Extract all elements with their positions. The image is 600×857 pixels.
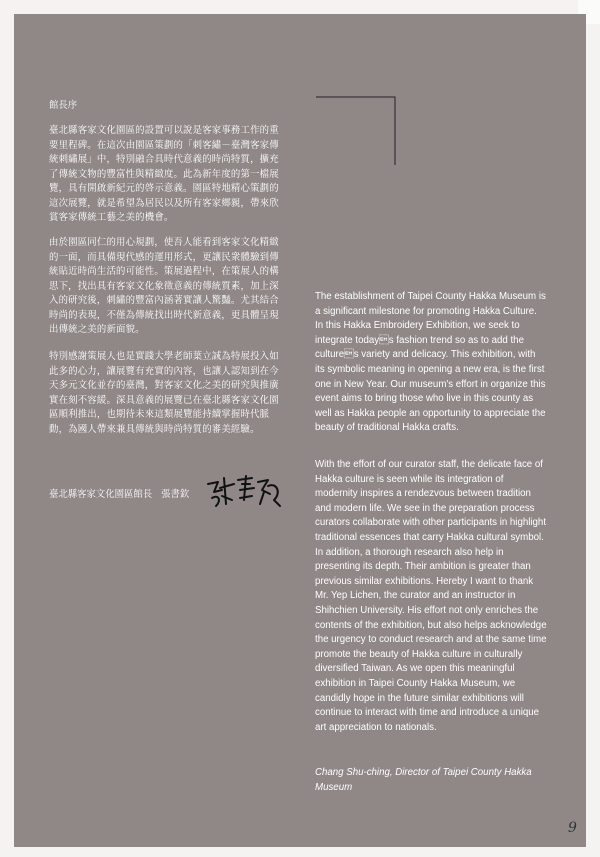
signature-name: 張書欽 xyxy=(161,489,190,500)
page-number: 9 xyxy=(568,820,577,836)
chinese-paragraph-3: 特別感謝策展人也是實踐大學老師葉立誠為特展投入如此多的心力，讓展覽有充實的內容，也讓人認知到在今天多元文化並存的臺灣，對客家文化之美的研究與推廣實在刻不容緩。深具意義的展覽已在臺北縣客家文化園區順利推出，也期待未來這類展覽能持續掌握時代脈動，為國人帶來兼具傳統與時尚特質的審美經驗。 xyxy=(49,351,279,435)
text-panel xyxy=(14,14,586,847)
decorative-bracket xyxy=(316,96,396,166)
chinese-paragraph-1: 臺北縣客家文化園區的設置可以說是客家事務工作的重要里程碑。在這次由園區策劃的「刺客繡－臺灣客家傳統刺繡展」中，特別融合具時代意義的時尚特質，擴充了傳統文物的豐富性與精緻度。此為新年度的第一檔展覽，具有開啟新紀元的啓示意義。園區特地精心策劃的這次展覽，就是希望為居民以及所有客家鄉親，帶來欣賞客家傳統工藝之美的機會。 xyxy=(49,125,279,223)
signature-title: 臺北縣客家文化園區館長 xyxy=(49,489,153,500)
chinese-paragraph-2: 由於園區同仁的用心規劃，使吾人能看到客家文化精緻的一面，而具備現代感的運用形式，更讓民衆體驗到傳統貼近時尚生活的可能性。策展過程中，在策展人的構思下，找出具有客家文化象徵意義的傳統質素，加上深入的研究後，刺繡的豐富內涵著實讓人驚豔。尤其結合時尚的表現，不僅為傳統找出時代新意義，更具體呈現出傳統之美的新面貌。 xyxy=(49,237,279,335)
english-paragraph-1: The establishment of Taipei County Hakka Museum is a significant milestone for promoting Hakka Culture. In this Hakka Embroidery Exhibition, we seek to integrate todays fashion trend so as to add the cultures variety and delicacy. This exhibition, with its symbolic meaning in opening a new era, is the first one in New Year. Our museum's effort in organize this event aims to bring those who live in this county as well as Hakka people an opportunity to appreciate the beauty of traditional Hakka crafts. xyxy=(315,291,546,434)
english-paragraph-2: With the effort of our curator staff, the delicate face of Hakka culture is seen while its integration of modernity inspires a rendezvous between tradition and modern life. We see in the preparation process curators collaborate with other participants in highlight traditional essences that carry Hakka cultural symbol. In addition, a thorough research also help in presenting its depth. Their ambition is greater than previous similar exhibitions. Hereby I want to thank Mr. Yep Lichen, the curator and an instructor in Shihchien University. His effort not only enriches the contents of the exhibition, but also helps acknowledge the urgency to conduct research and at the same time promote the beauty of Hakka culture in culturally diversified Taiwan. As we open this meaningful exhibition in Taipei County Hakka Museum, we candidly hope in the future similar exhibitions will continue to interact with time and introduce a unique art appreciation to nationals. xyxy=(315,459,547,733)
signature-line xyxy=(49,486,195,500)
handwritten-signature xyxy=(204,470,286,510)
section-heading: 館長序 xyxy=(49,100,78,111)
english-signature: Chang Shu-ching, Director of Taipei County Hakka Museum xyxy=(315,767,532,793)
